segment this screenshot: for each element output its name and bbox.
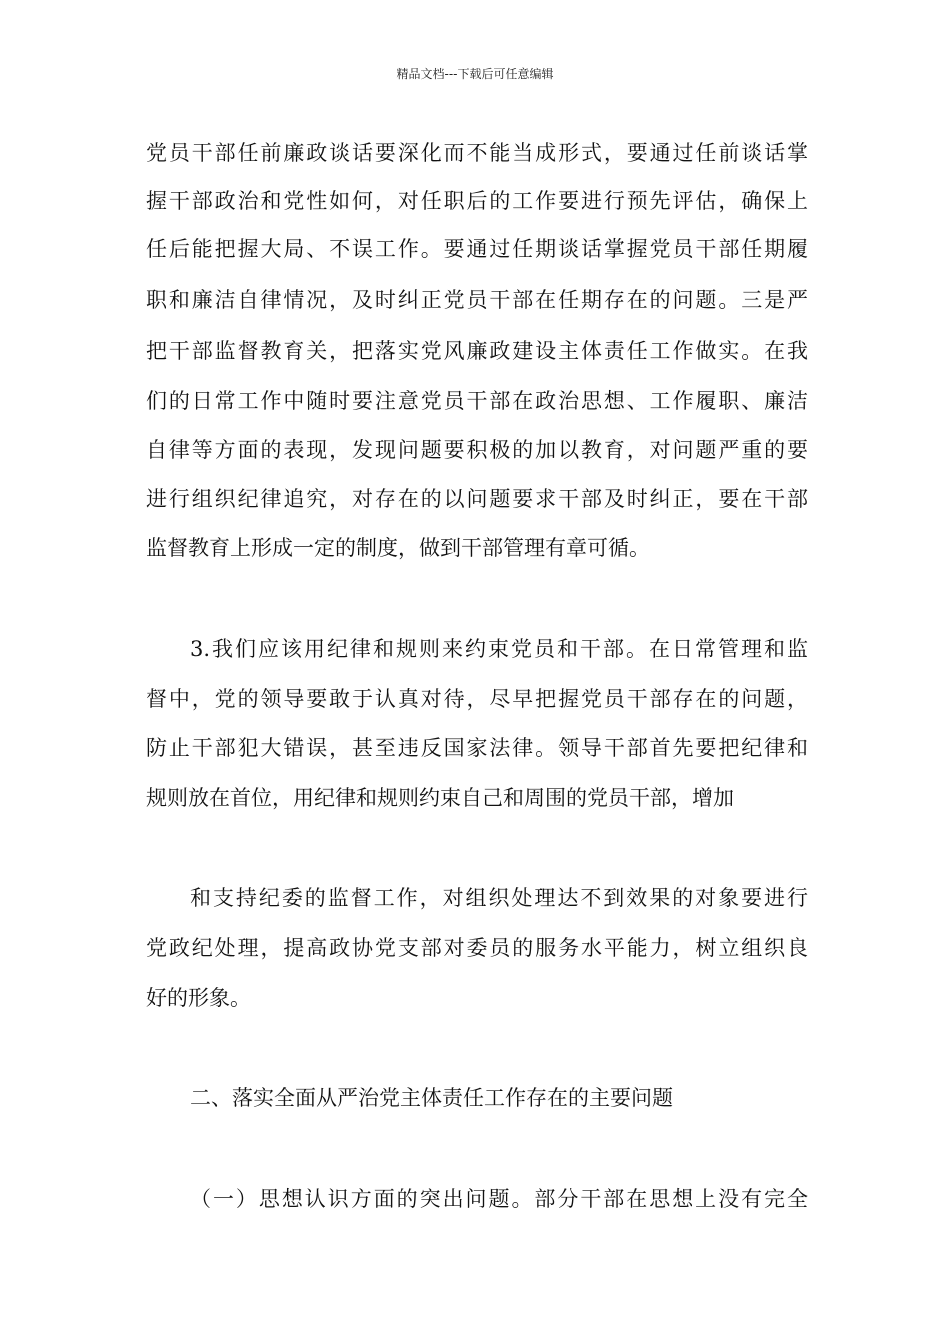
paragraph-line: 防止干部犯大错误，甚至违反国家法律。领导干部首先要把纪律和 <box>146 736 808 760</box>
paragraph-line: 监督教育上形成一定的制度，做到干部管理有章可循。 <box>146 536 650 560</box>
paragraph-line: 握干部政治和党性如何，对任职后的工作要进行预先评估，确保上 <box>146 189 808 213</box>
paragraph-line: 和支持纪委的监督工作，对组织处理达不到效果的对象要进行 <box>190 886 808 910</box>
paragraph-line: 任后能把握大局、不误工作。要通过任期谈话掌握党员干部任期履 <box>146 237 808 261</box>
paragraph-line: 职和廉洁自律情况，及时纠正党员干部在任期存在的问题。三是严 <box>146 288 808 312</box>
paragraph-line: 自律等方面的表现，发现问题要积极的加以教育，对问题严重的要 <box>146 438 808 462</box>
paragraph-line: 把干部监督教育关，把落实党风廉政建设主体责任工作做实。在我 <box>146 339 808 363</box>
paragraph-line: 党政纪处理，提高政协党支部对委员的服务水平能力，树立组织良 <box>146 936 808 960</box>
section-heading: 二、落实全面从严治党主体责任工作存在的主要问题 <box>190 1086 673 1110</box>
page-header: 精品文档---下载后可任意编辑 <box>396 67 554 81</box>
paragraph-line: 3.我们应该用纪律和规则来约束党员和干部。在日常管理和监 <box>190 637 808 661</box>
paragraph-line: 规则放在首位，用纪律和规则约束自己和周围的党员干部，增加 <box>146 786 734 810</box>
paragraph-line: 好的形象。 <box>146 986 251 1010</box>
paragraph-line: 进行组织纪律追究，对存在的以问题要求干部及时纠正，要在干部 <box>146 487 808 511</box>
paragraph-line: 党员干部任前廉政谈话要深化而不能当成形式，要通过任前谈话掌 <box>146 141 808 165</box>
paragraph-line: （一）思想认识方面的突出问题。部分干部在思想上没有完全 <box>190 1187 808 1211</box>
paragraph-line: 们的日常工作中随时要注意党员干部在政治思想、工作履职、廉洁 <box>146 389 808 413</box>
paragraph-line: 督中，党的领导要敢于认真对待，尽早把握党员干部存在的问题， <box>146 687 808 711</box>
